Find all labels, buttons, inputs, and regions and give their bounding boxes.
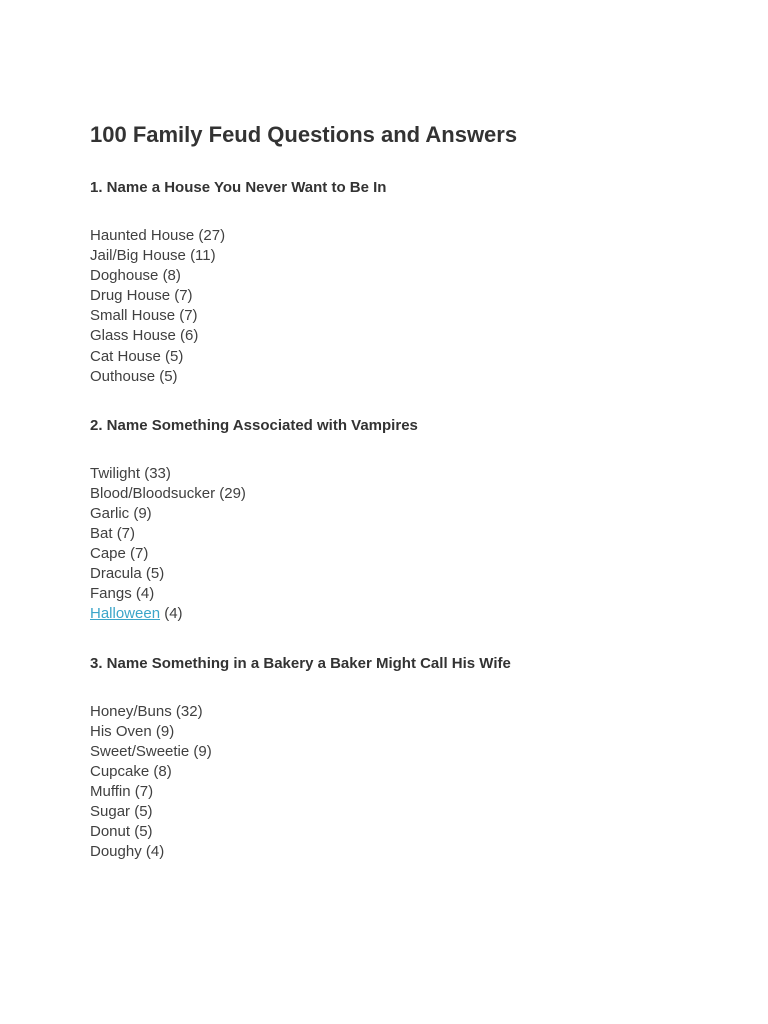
answer-text: Donut bbox=[90, 823, 131, 841]
answer-item bbox=[90, 524, 710, 544]
answer-text: Doughy bbox=[90, 843, 142, 861]
document-page bbox=[90, 120, 710, 862]
question-section-1 bbox=[90, 178, 710, 387]
answer-score: (7) bbox=[130, 545, 149, 563]
answer-text: Jail/Big House bbox=[90, 247, 186, 265]
answer-text: Glass House bbox=[90, 327, 176, 345]
answer-score: (5) bbox=[134, 823, 153, 841]
answer-item bbox=[90, 702, 710, 722]
answer-score: (6) bbox=[180, 327, 199, 345]
answer-score: (5) bbox=[145, 565, 165, 583]
answer-item bbox=[90, 226, 710, 246]
answer-score: (4) bbox=[135, 585, 155, 603]
answer-item bbox=[90, 842, 710, 862]
answer-item bbox=[90, 564, 710, 584]
answer-item bbox=[90, 722, 710, 742]
answer-text: Sweet/Sweetie bbox=[90, 742, 190, 760]
question-heading: 3. Name Something in a Bakery a Baker Might Call His Wife bbox=[90, 654, 511, 672]
answer-item bbox=[90, 484, 710, 504]
answer-score: (8) bbox=[162, 267, 181, 285]
answer-score: (9) bbox=[133, 504, 152, 522]
answer-text: Cape bbox=[90, 545, 126, 563]
answer-text: Drug House bbox=[90, 287, 171, 305]
answer-score: (9) bbox=[193, 742, 212, 760]
question-section-3 bbox=[90, 654, 710, 863]
page-title: 100 Family Feud Questions and Answers bbox=[90, 122, 518, 147]
answer-item bbox=[90, 347, 710, 367]
answer-text: Doghouse bbox=[90, 267, 159, 285]
answer-item bbox=[90, 782, 710, 802]
answer-score: (27) bbox=[198, 227, 226, 244]
halloween-link[interactable]: Halloween bbox=[90, 605, 161, 623]
answer-text: Cupcake bbox=[90, 762, 150, 780]
answer-text: Blood/Bloodsucker bbox=[90, 484, 216, 502]
question-section-2 bbox=[90, 416, 710, 625]
answer-text: Haunted House bbox=[90, 227, 195, 244]
answer-score: (8) bbox=[153, 762, 172, 780]
answer-score: (11) bbox=[190, 247, 216, 265]
answer-score: (33) bbox=[144, 464, 171, 482]
answer-text: Muffin bbox=[90, 782, 131, 800]
answer-item bbox=[90, 367, 710, 387]
answer-text: Garlic bbox=[90, 504, 130, 522]
answer-item bbox=[90, 266, 710, 286]
answer-score: (4) bbox=[145, 843, 165, 861]
answer-score: (5) bbox=[165, 347, 184, 365]
answer-item bbox=[90, 246, 710, 266]
answer-item bbox=[90, 306, 710, 326]
answer-text: Twilight bbox=[90, 464, 141, 482]
answer-score: (7) bbox=[134, 782, 154, 800]
answer-list bbox=[90, 702, 710, 863]
answer-score: (9) bbox=[155, 722, 175, 740]
answer-score: (5) bbox=[159, 367, 178, 385]
answer-text: Honey/Buns bbox=[90, 702, 172, 720]
answer-item bbox=[90, 464, 710, 484]
answer-text: Bat bbox=[90, 525, 113, 543]
answer-item bbox=[90, 742, 710, 762]
answer-text: Dracula bbox=[90, 565, 142, 583]
answer-item bbox=[90, 326, 710, 346]
answer-text: Sugar bbox=[90, 802, 131, 820]
answer-score: (7) bbox=[179, 307, 198, 325]
answer-text: Small House bbox=[90, 307, 176, 325]
answer-text: Outhouse bbox=[90, 367, 156, 385]
answer-score: (32) bbox=[175, 702, 203, 720]
answer-score: (7) bbox=[116, 525, 136, 543]
answer-item bbox=[90, 504, 710, 524]
answer-item bbox=[90, 286, 710, 306]
answer-item bbox=[90, 584, 710, 604]
answer-text: Cat House bbox=[90, 347, 161, 365]
answer-score: (4) bbox=[164, 605, 183, 623]
answer-score: (29) bbox=[219, 484, 246, 502]
answer-item bbox=[90, 762, 710, 782]
answer-text: Fangs bbox=[90, 585, 132, 603]
answer-item bbox=[90, 802, 710, 822]
answer-text: His Oven bbox=[90, 722, 152, 740]
answer-item bbox=[90, 822, 710, 842]
answer-score: (5) bbox=[134, 802, 153, 820]
answer-list bbox=[90, 226, 710, 387]
answer-score: (7) bbox=[174, 287, 193, 305]
answer-item bbox=[90, 544, 710, 564]
answer-list bbox=[90, 464, 710, 625]
question-heading: 1. Name a House You Never Want to Be In bbox=[90, 179, 387, 196]
question-heading: 2. Name Something Associated with Vampires bbox=[90, 416, 418, 434]
answer-item bbox=[90, 604, 710, 624]
